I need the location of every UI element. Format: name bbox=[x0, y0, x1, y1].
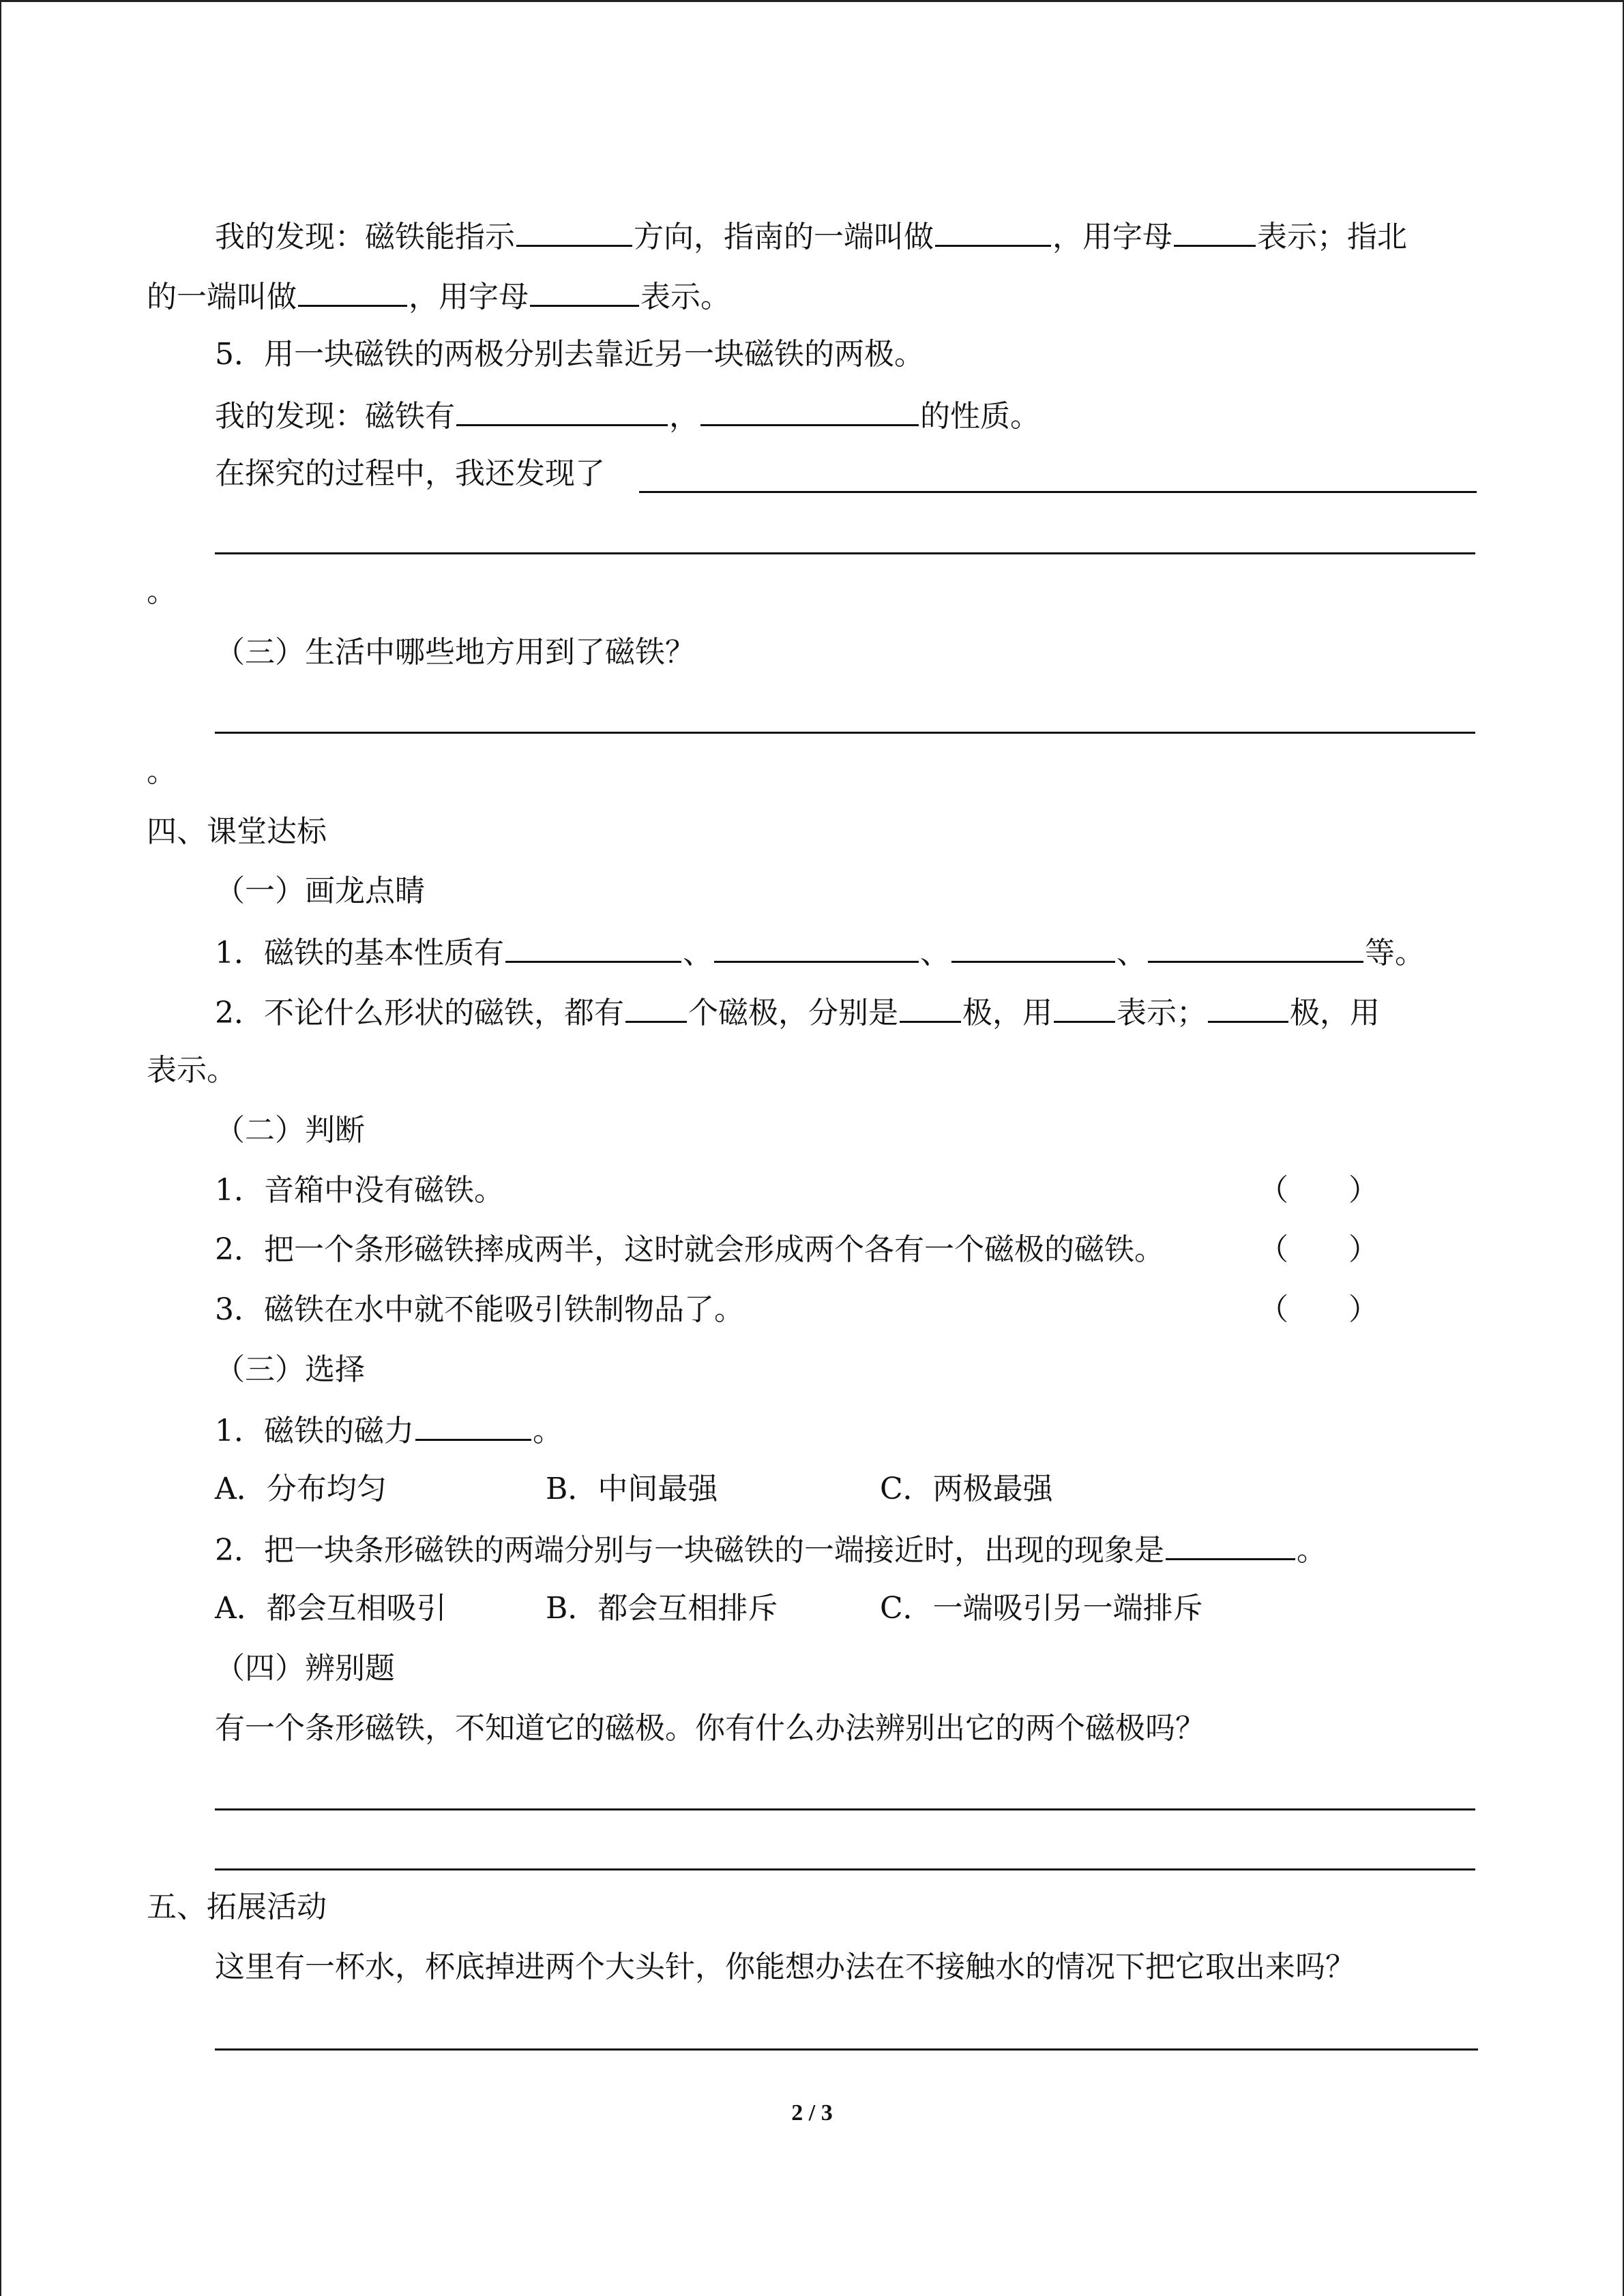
blank-south-letter[interactable] bbox=[1174, 215, 1256, 247]
blank-pole-2[interactable] bbox=[1208, 991, 1288, 1023]
blank-choice-1[interactable] bbox=[415, 1409, 531, 1441]
item-5: 5．用一块磁铁的两极分别去靠近另一块磁铁的两极。 bbox=[215, 337, 924, 372]
blank-property-1[interactable] bbox=[456, 394, 668, 426]
blank-choice-2[interactable] bbox=[1166, 1528, 1295, 1560]
judge-answer-2[interactable]: （ ） bbox=[1258, 1232, 1378, 1267]
blank-property-d[interactable] bbox=[1148, 931, 1363, 963]
judge-answer-3[interactable]: （ ） bbox=[1258, 1292, 1378, 1327]
judge-question-1: 1．音箱中没有磁铁。 bbox=[215, 1173, 504, 1208]
choice-1-option-c[interactable]: C．两极最强 bbox=[880, 1472, 1053, 1506]
part-1-title: （一）画龙点睛 bbox=[215, 874, 425, 908]
choice-2-option-b[interactable]: B．都会互相排斥 bbox=[546, 1591, 778, 1626]
judge-question-2: 2．把一个条形磁铁摔成两半，这时就会形成两个各有一个磁极的磁铁。 bbox=[215, 1232, 1164, 1267]
finding-direction-line: 我的发现：磁铁能指示 方向，指南的一端叫做 ，用字母 表示；指北 bbox=[215, 215, 1407, 256]
blank-property-c[interactable] bbox=[951, 931, 1115, 963]
fill-question-2-cont: 表示。 bbox=[147, 1053, 237, 1088]
part-3-title: （三）选择 bbox=[215, 1352, 365, 1387]
blank-north-letter[interactable] bbox=[530, 275, 639, 307]
choice-2-option-a[interactable]: A．都会互相吸引 bbox=[215, 1591, 447, 1626]
fill-question-1: 1．磁铁的基本性质有 、 、 、 等。 bbox=[215, 931, 1425, 972]
answer-line-identify-1[interactable] bbox=[215, 1808, 1475, 1810]
question-life-uses: （三）生活中哪些地方用到了磁铁？ bbox=[215, 635, 695, 670]
part-4-title: （四）辨别题 bbox=[215, 1651, 395, 1686]
choice-1-option-b[interactable]: B．中间最强 bbox=[546, 1472, 718, 1506]
choice-question-2: 2．把一块条形磁铁的两端分别与一块磁铁的一端接近时，出现的现象是 。 bbox=[215, 1528, 1327, 1569]
blank-pole-1-letter[interactable] bbox=[1054, 991, 1115, 1023]
choice-question-1: 1．磁铁的磁力 。 bbox=[215, 1409, 563, 1450]
answer-line-life-uses[interactable] bbox=[215, 732, 1475, 734]
period-2: 。 bbox=[147, 754, 177, 789]
judge-question-3: 3．磁铁在水中就不能吸引铁制物品了。 bbox=[215, 1292, 744, 1327]
fill-question-2: 2．不论什么形状的磁铁，都有 个磁极，分别是 极，用 表示； 极，用 bbox=[215, 991, 1380, 1032]
period-1: 。 bbox=[147, 574, 177, 609]
blank-north-name[interactable] bbox=[298, 275, 407, 307]
blank-direction[interactable] bbox=[516, 215, 632, 247]
answer-line-identify-2[interactable] bbox=[215, 1868, 1475, 1870]
blank-property-b[interactable] bbox=[714, 931, 919, 963]
part-2-title: （二）判断 bbox=[215, 1113, 365, 1148]
judge-answer-1[interactable]: （ ） bbox=[1258, 1173, 1378, 1208]
finding-property-line: 我的发现：磁铁有 ， 的性质。 bbox=[215, 394, 1040, 435]
explore-line: 在探究的过程中，我还发现了 bbox=[215, 456, 605, 491]
choice-2-option-c[interactable]: C．一端吸引另一端排斥 bbox=[880, 1591, 1203, 1626]
blank-property-a[interactable] bbox=[505, 931, 681, 963]
blank-pole-count[interactable] bbox=[625, 991, 687, 1023]
page-number: 2 / 3 bbox=[791, 2100, 833, 2126]
blank-property-2[interactable] bbox=[700, 394, 919, 426]
blank-south-name[interactable] bbox=[935, 215, 1051, 247]
section-4-title: 四、课堂达标 bbox=[147, 814, 327, 849]
extension-question: 这里有一杯水，杯底掉进两个大头针，你能想办法在不接触水的情况下把它取出来吗？ bbox=[215, 1950, 1355, 1984]
identify-question: 有一个条形磁铁，不知道它的磁极。你有什么办法辨别出它的两个磁极吗？ bbox=[215, 1711, 1205, 1746]
answer-line-explore-2[interactable] bbox=[215, 552, 1475, 554]
section-5-title: 五、拓展活动 bbox=[147, 1890, 327, 1924]
blank-pole-1[interactable] bbox=[900, 991, 961, 1023]
finding-north-line: 的一端叫做 ，用字母 表示。 bbox=[147, 275, 730, 316]
choice-1-option-a[interactable]: A．分布均匀 bbox=[215, 1472, 387, 1506]
answer-line-extension[interactable] bbox=[215, 2048, 1478, 2051]
answer-line-explore-1[interactable] bbox=[639, 491, 1477, 493]
